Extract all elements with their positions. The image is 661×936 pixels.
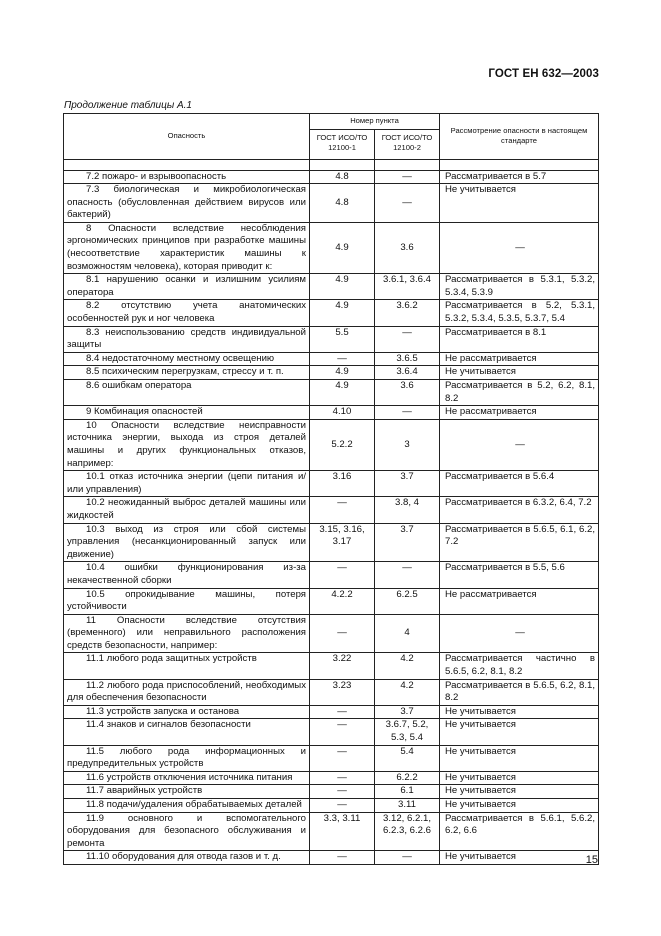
hazard-cell: 10.5 опрокидывание машины, потеря устойчивости (64, 588, 310, 614)
table-row (64, 222, 599, 273)
table-row (64, 419, 599, 470)
consideration-cell: Рассматривается частично в 5.6.5, 6.2, 8.1, 8.2 (440, 653, 599, 679)
consideration-cell: Рассматривается в 5.6.1, 5.6.2, 6.2, 6.6 (440, 812, 599, 851)
table-row (64, 406, 599, 420)
iso2-cell: 3.6.5 (375, 352, 440, 366)
iso2-cell: 3.7 (375, 523, 440, 562)
hazard-cell: 9 Комбинация опасностей (64, 406, 310, 420)
column-header-iso-1: ГОСТ ИСО/ТО 12100-1 (310, 129, 375, 159)
hazard-cell: 8 Опасности вследствие несоблюдения эргономических принципов при разработке машины (несоответствие характеристик машины к возможностям человека), которая приводит к: (64, 222, 310, 273)
iso2-cell: 5.4 (375, 745, 440, 771)
iso1-cell: 4.2.2 (310, 588, 375, 614)
iso2-cell: 6.2.2 (375, 771, 440, 785)
iso2-cell: 3.7 (375, 471, 440, 497)
hazard-cell: 11 Опасности вследствие отсутствия (временного) или неправильного расположения средств безопасности, например: (64, 614, 310, 653)
hazard-cell: 11.4 знаков и сигналов безопасности (64, 719, 310, 745)
consideration-cell: Не рассматривается (440, 352, 599, 366)
iso1-cell: — (310, 851, 375, 865)
iso1-cell: 4.10 (310, 406, 375, 420)
column-header-iso-2: ГОСТ ИСО/ТО 12100-2 (375, 129, 440, 159)
table-row (64, 679, 599, 705)
hazard-cell: 11.10 оборудования для отвода газов и т. д. (64, 851, 310, 865)
hazard-cell: 8.5 психическим перегрузкам, стрессу и т. п. (64, 366, 310, 380)
hazard-cell: 8.1 нарушению осанки и излишним усилиям оператора (64, 274, 310, 300)
iso2-cell: 3.12, 6.2.1, 6.2.3, 6.2.6 (375, 812, 440, 851)
consideration-cell: Рассматривается в 5.6.5, 6.2, 8.1, 8.2 (440, 679, 599, 705)
hazard-cell: 8.6 ошибкам оператора (64, 380, 310, 406)
table-row (64, 614, 599, 653)
table-row (64, 562, 599, 588)
hazard-cell: 11.8 подачи/удаления обрабатываемых деталей (64, 799, 310, 813)
table-row (64, 745, 599, 771)
consideration-cell: Рассматривается в 5.3.1, 5.3.2, 5.3.4, 5.3.9 (440, 274, 599, 300)
iso2-cell: — (375, 851, 440, 865)
iso1-cell: 3.15, 3.16, 3.17 (310, 523, 375, 562)
iso1-cell: — (310, 352, 375, 366)
column-header-consideration: Рассмотрение опасности в настоящем стандарте (440, 114, 599, 160)
iso2-cell: 3.8, 4 (375, 497, 440, 523)
table-row (64, 300, 599, 326)
consideration-cell: Рассматривается в 5.6.4 (440, 471, 599, 497)
table-row (64, 812, 599, 851)
hazard-cell: 10.4 ошибки функционирования из-за некачественной сборки (64, 562, 310, 588)
iso2-cell: 3.11 (375, 799, 440, 813)
consideration-cell: — (440, 614, 599, 653)
iso1-cell: 4.9 (310, 274, 375, 300)
iso2-cell: 3.6.4 (375, 366, 440, 380)
table-row (64, 497, 599, 523)
hazard-cell: 10.2 неожиданный выброс деталей машины или жидкостей (64, 497, 310, 523)
table-row (64, 588, 599, 614)
table-row (64, 771, 599, 785)
table-row (64, 274, 599, 300)
iso2-cell: 6.2.5 (375, 588, 440, 614)
iso2-cell: 3.6.1, 3.6.4 (375, 274, 440, 300)
iso1-cell: — (310, 614, 375, 653)
consideration-cell: Не учитывается (440, 799, 599, 813)
consideration-cell: — (440, 419, 599, 470)
iso2-cell: 3.6.7, 5.2, 5.3, 5.4 (375, 719, 440, 745)
iso1-cell: 4.8 (310, 184, 375, 223)
consideration-cell: Рассматривается в 5.2, 6.2, 8.1, 8.2 (440, 380, 599, 406)
iso1-cell: — (310, 497, 375, 523)
table-row (64, 366, 599, 380)
iso1-cell: 4.9 (310, 300, 375, 326)
hazard-cell: 11.3 устройств запуска и останова (64, 705, 310, 719)
page-number: 15 (585, 854, 598, 866)
consideration-cell: Рассматривается в 8.1 (440, 326, 599, 352)
iso1-cell: 3.3, 3.11 (310, 812, 375, 851)
hazard-cell: 8.3 неиспользованию средств индивидуальной защиты (64, 326, 310, 352)
hazard-cell: 10 Опасности вследствие неисправности источника энергии, выхода из строя деталей машины и других функциональных отказов, например: (64, 419, 310, 470)
hazard-cell: 11.2 любого рода приспособлений, необходимых для обеспечения безопасности (64, 679, 310, 705)
consideration-cell: Не учитывается (440, 705, 599, 719)
table-body (64, 159, 599, 864)
consideration-cell: — (440, 222, 599, 273)
table-row (64, 170, 599, 184)
consideration-cell: Не рассматривается (440, 406, 599, 420)
hazards-table (63, 113, 599, 865)
consideration-cell: Не учитывается (440, 719, 599, 745)
hazard-cell: 11.5 любого рода информационных и предупредительных устройств (64, 745, 310, 771)
iso1-cell: 5.5 (310, 326, 375, 352)
hazard-cell: 11.9 основного и вспомогательного оборудования для безопасного обслуживания и ремонта (64, 812, 310, 851)
iso1-cell: 4.9 (310, 222, 375, 273)
hazard-cell: 11.6 устройств отключения источника питания (64, 771, 310, 785)
iso1-cell: 3.16 (310, 471, 375, 497)
column-header-hazard: Опасность (64, 114, 310, 160)
iso2-cell: — (375, 326, 440, 352)
iso2-cell: — (375, 184, 440, 223)
iso2-cell: 4.2 (375, 679, 440, 705)
consideration-cell: Не учитывается (440, 184, 599, 223)
consideration-cell: Не учитывается (440, 851, 599, 865)
iso2-cell: 6.1 (375, 785, 440, 799)
consideration-cell: Не рассматривается (440, 588, 599, 614)
hazard-cell: 10.1 отказ источника энергии (цепи питания и/или управления) (64, 471, 310, 497)
iso2-cell: 3.6 (375, 222, 440, 273)
iso1-cell: 3.22 (310, 653, 375, 679)
iso1-cell: 5.2.2 (310, 419, 375, 470)
iso1-cell: — (310, 745, 375, 771)
iso1-cell: 3.23 (310, 679, 375, 705)
iso2-cell: — (375, 170, 440, 184)
table-row (64, 523, 599, 562)
hazard-cell: 7.2 пожаро- и взрывоопасность (64, 170, 310, 184)
document-code: ГОСТ ЕН 632—2003 (488, 68, 599, 80)
table-row (64, 184, 599, 223)
iso2-cell: 3.7 (375, 705, 440, 719)
table-row (64, 719, 599, 745)
hazard-cell: 11.7 аварийных устройств (64, 785, 310, 799)
table-row (64, 705, 599, 719)
consideration-cell: Не учитывается (440, 771, 599, 785)
hazard-cell: 8.2 отсутствию учета анатомических особенностей рук и ног человека (64, 300, 310, 326)
consideration-cell: Рассматривается в 5.5, 5.6 (440, 562, 599, 588)
iso1-cell: 4.8 (310, 170, 375, 184)
table-row (64, 352, 599, 366)
table-row (64, 785, 599, 799)
iso2-cell: 3.6 (375, 380, 440, 406)
consideration-cell: Не учитывается (440, 366, 599, 380)
iso2-cell: 4.2 (375, 653, 440, 679)
iso1-cell: — (310, 719, 375, 745)
consideration-cell: Не учитывается (440, 745, 599, 771)
hazard-cell: 8.4 недостаточному местному освещению (64, 352, 310, 366)
iso1-cell: 4.9 (310, 366, 375, 380)
consideration-cell: Рассматривается в 5.6.5, 6.1, 6.2, 7.2 (440, 523, 599, 562)
iso2-cell: — (375, 562, 440, 588)
table-row (64, 380, 599, 406)
iso1-cell: — (310, 799, 375, 813)
iso1-cell: — (310, 562, 375, 588)
table-row (64, 653, 599, 679)
hazard-cell: 11.1 любого рода защитных устройств (64, 653, 310, 679)
table-row (64, 326, 599, 352)
consideration-cell: Рассматривается в 5.2, 5.3.1, 5.3.2, 5.3.4, 5.3.5, 5.3.7, 5.4 (440, 300, 599, 326)
table-row (64, 799, 599, 813)
iso2-cell: 3 (375, 419, 440, 470)
iso1-cell: 4.9 (310, 380, 375, 406)
hazard-cell: 7.3 биологическая и микробиологическая опасность (обусловленная действием вирусов или бактерий) (64, 184, 310, 223)
iso1-cell: — (310, 771, 375, 785)
iso2-cell: 3.6.2 (375, 300, 440, 326)
iso1-cell: — (310, 705, 375, 719)
iso2-cell: 4 (375, 614, 440, 653)
iso1-cell: — (310, 785, 375, 799)
hazard-cell: 10.3 выход из строя или сбой системы управления (несанкционированный запуск или движение) (64, 523, 310, 562)
column-header-clause: Номер пункта (310, 114, 440, 130)
table-row (64, 851, 599, 865)
consideration-cell: Не учитывается (440, 785, 599, 799)
consideration-cell: Рассматривается в 6.3.2, 6.4, 7.2 (440, 497, 599, 523)
iso2-cell: — (375, 406, 440, 420)
consideration-cell: Рассматривается в 5.7 (440, 170, 599, 184)
table-caption: Продолжение таблицы А.1 (64, 100, 192, 111)
table-row (64, 471, 599, 497)
